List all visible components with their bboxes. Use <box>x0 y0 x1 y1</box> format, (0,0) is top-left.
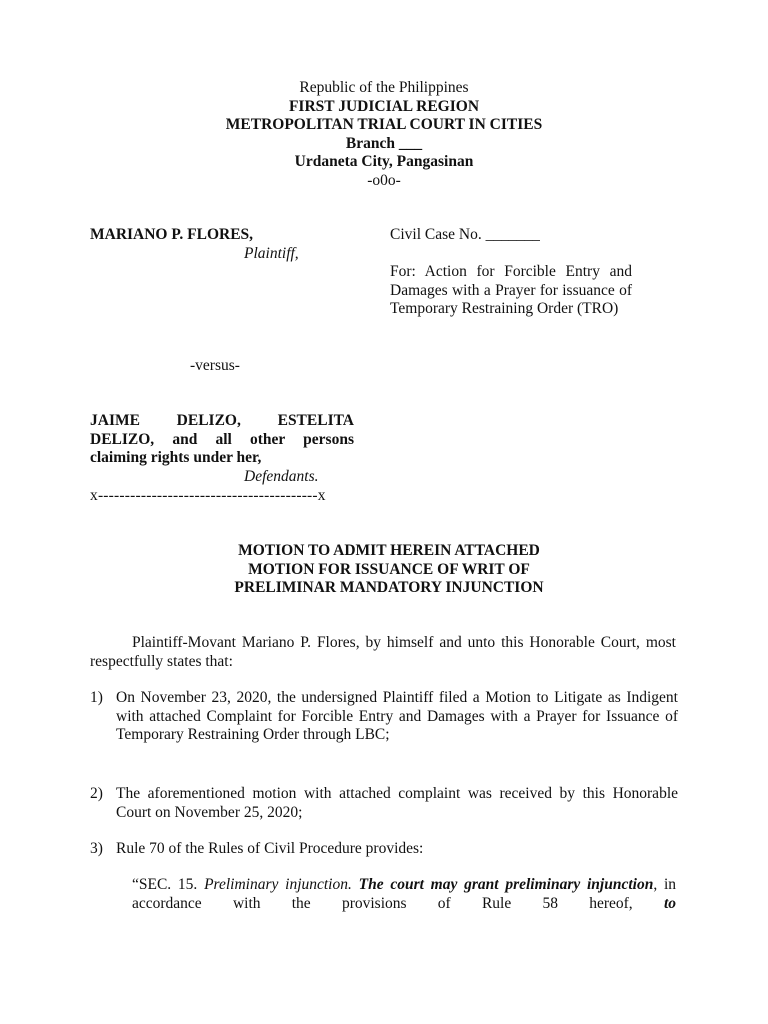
item-text: The aforementioned motion with attached complaint was received by this Honorable Court on November 25, 2020; <box>116 785 678 821</box>
defendants-names: JAIME DELIZO, ESTELITA DELIZO, and all other persons claiming rights under her, <box>90 412 354 466</box>
court-line: METROPOLITAN TRIAL COURT IN CITIES <box>225 116 543 133</box>
header-separator: -o0o- <box>367 171 401 189</box>
item-number: 2) <box>90 785 103 802</box>
case-nature: For: Action for Forcible Entry and Damages with a Prayer for issuance of Temporary Restraining Order (TRO) <box>390 263 632 317</box>
item-number: 1) <box>90 689 103 706</box>
list-item <box>90 689 678 745</box>
item-text: On November 23, 2020, the undersigned Plaintiff filed a Motion to Litigate as Indigent with attached Complaint for Forcible Entry and Damages with a Prayer for Issuance of Temporary Restraining Order through LBC; <box>116 689 678 743</box>
case-number: Civil Case No. _______ <box>390 226 540 243</box>
defendants-role: Defendants. <box>244 467 319 485</box>
item-number: 3) <box>90 840 103 857</box>
caption-rule: x-----------------------------------------x <box>90 487 326 504</box>
intro-paragraph: Plaintiff-Movant Mariano P. Flores, by himself and unto this Honorable Court, most respectfully states that: <box>90 634 676 670</box>
quoted-rule-text <box>132 876 676 913</box>
republic-line: Republic of the Philippines <box>299 79 469 96</box>
quote-emphasis: The court may grant preliminary injunction <box>358 876 654 893</box>
quote-section: “SEC. 15. <box>132 876 205 893</box>
list-item <box>90 785 678 822</box>
plaintiff-name: MARIANO P. FLORES, <box>90 226 254 243</box>
court-header <box>0 79 768 190</box>
quote-emphasis-end: to <box>663 894 676 912</box>
region-line: FIRST JUDICIAL REGION <box>288 97 480 115</box>
plaintiff-role: Plaintiff, <box>244 244 299 262</box>
city-line: Urdaneta City, Pangasinan <box>294 153 474 170</box>
item-text: Rule 70 of the Rules of Civil Procedure provides: <box>116 840 424 857</box>
versus-label: -versus- <box>190 357 240 374</box>
title-line-2: MOTION FOR ISSUANCE OF WRIT OF <box>248 560 530 578</box>
motion-title <box>0 542 768 598</box>
list-item <box>90 840 678 859</box>
title-line-1: MOTION TO ADMIT HEREIN ATTACHED <box>238 542 540 559</box>
case-info-block <box>390 226 632 319</box>
quote-heading: Preliminary injunction. <box>204 876 359 893</box>
title-line-3: PRELIMINAR MANDATORY INJUNCTION <box>234 579 544 596</box>
quote-body: , in accordance with the provisions of Rule 58 hereof, <box>132 876 677 912</box>
branch-line: Branch ___ <box>345 134 423 152</box>
plaintiff-block <box>90 226 354 263</box>
defendants-block <box>90 412 354 486</box>
